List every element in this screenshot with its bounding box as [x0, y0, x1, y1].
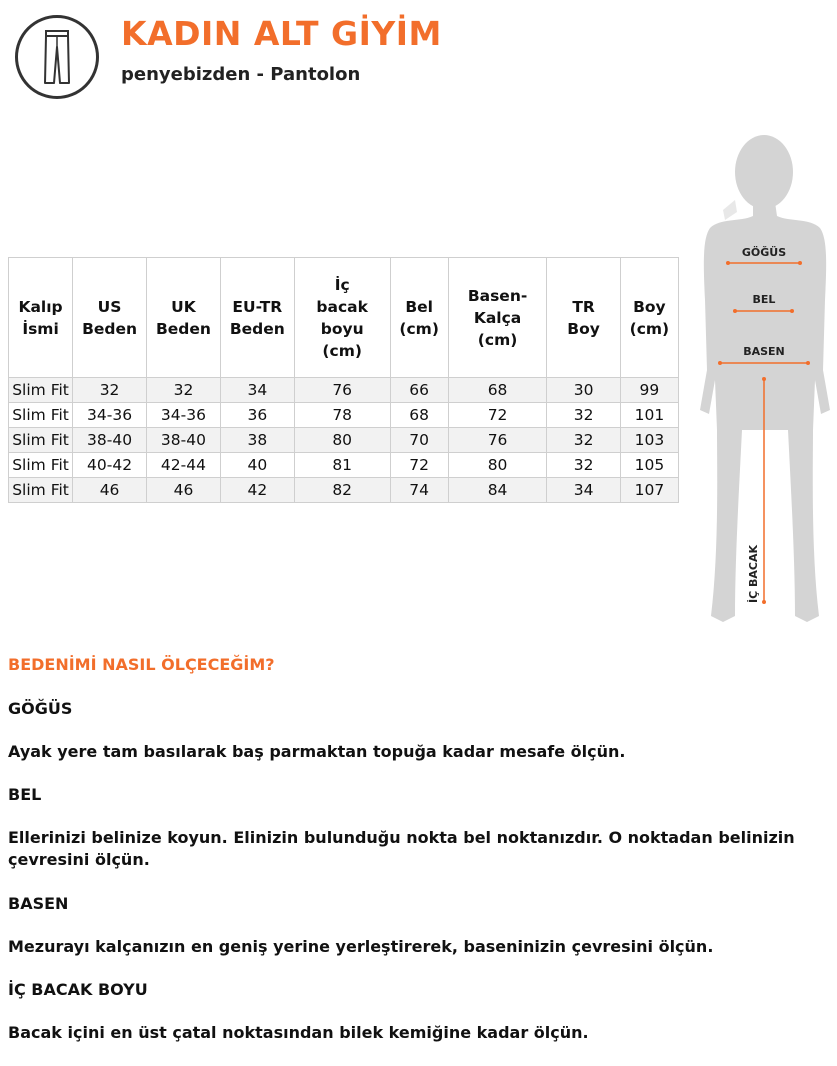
table-cell: 80 [448, 453, 547, 478]
table-cell: 38 [220, 428, 294, 453]
size-table [8, 257, 679, 503]
table-row [9, 378, 679, 403]
table-cell: 68 [448, 378, 547, 403]
table-cell: 82 [294, 478, 390, 503]
table-header-row [9, 258, 679, 378]
table-cell: Slim Fit [9, 403, 73, 428]
table-cell: 40 [220, 453, 294, 478]
table-cell: 36 [220, 403, 294, 428]
column-header-eu-tr: EU-TR Beden [220, 258, 294, 378]
table-cell: 46 [147, 478, 221, 503]
table-cell: 72 [390, 453, 448, 478]
table-cell: 76 [448, 428, 547, 453]
column-header-kalip: Kalıp İsmi [9, 258, 73, 378]
table-cell: 38-40 [147, 428, 221, 453]
table-cell: Slim Fit [9, 478, 73, 503]
page-subtitle: penyebizden - Pantolon [121, 64, 361, 85]
column-header-height: Boy (cm) [620, 258, 678, 378]
table-row [9, 478, 679, 503]
table-cell: 78 [294, 403, 390, 428]
column-header-tr-boy: TR Boy [547, 258, 620, 378]
guide-chest-text: Ayak yere tam basılarak baş parmaktan topuğa kadar mesafe ölçün. [8, 742, 626, 761]
table-cell: 105 [620, 453, 678, 478]
table-cell: 32 [73, 378, 147, 403]
hip-label: BASEN [743, 345, 785, 358]
guide-waist-text: Ellerinizi belinize koyun. Elinizin bulunduğu nokta bel noktanızdır. O noktadan belinizin çevresini ölçün. [8, 828, 795, 869]
table-cell: 66 [390, 378, 448, 403]
table-body [9, 378, 679, 503]
guide-inseam-text: Bacak içini en üst çatal noktasından bilek kemiğine kadar ölçün. [8, 1023, 589, 1042]
table-cell: 42-44 [147, 453, 221, 478]
table-cell: 81 [294, 453, 390, 478]
table-cell: 70 [390, 428, 448, 453]
table-cell: 76 [294, 378, 390, 403]
table-row [9, 453, 679, 478]
table-cell: 34-36 [73, 403, 147, 428]
table-cell: 32 [147, 378, 221, 403]
table-cell: 34 [547, 478, 620, 503]
waist-label: BEL [752, 293, 776, 306]
table-cell: 99 [620, 378, 678, 403]
table-cell: 101 [620, 403, 678, 428]
guide-chest-title: GÖĞÜS [8, 699, 73, 718]
body-measurement-figure [695, 130, 835, 630]
column-header-inseam: İç bacak boyu (cm) [294, 258, 390, 378]
table-cell: 32 [547, 428, 620, 453]
guide-hip-title: BASEN [8, 894, 69, 913]
chest-label: GÖĞÜS [741, 246, 787, 259]
table-cell: 34-36 [147, 403, 221, 428]
guide-inseam-title: İÇ BACAK BOYU [8, 980, 148, 999]
inseam-label: İÇ BACAK [747, 544, 760, 603]
table-cell: 84 [448, 478, 547, 503]
guide-heading: BEDENİMİ NASIL ÖLÇECEĞİM? [8, 655, 275, 674]
table-cell: 32 [547, 403, 620, 428]
guide-waist-title: BEL [8, 785, 42, 804]
table-cell: 34 [220, 378, 294, 403]
table-cell: 103 [620, 428, 678, 453]
column-header-hip: Basen-Kalça (cm) [448, 258, 547, 378]
table-cell: 40-42 [73, 453, 147, 478]
column-header-uk: UK Beden [147, 258, 221, 378]
table-cell: Slim Fit [9, 428, 73, 453]
table-row [9, 403, 679, 428]
table-cell: 38-40 [73, 428, 147, 453]
guide-hip-text: Mezurayı kalçanızın en geniş yerine yerleştirerek, baseninizin çevresini ölçün. [8, 937, 714, 956]
table-row [9, 428, 679, 453]
trousers-icon [15, 15, 99, 99]
table-cell: 80 [294, 428, 390, 453]
table-cell: 74 [390, 478, 448, 503]
table-cell: Slim Fit [9, 378, 73, 403]
table-cell: 42 [220, 478, 294, 503]
page-title: KADIN ALT GİYİM [121, 14, 442, 53]
table-cell: 46 [73, 478, 147, 503]
table-cell: 72 [448, 403, 547, 428]
table-cell: 107 [620, 478, 678, 503]
table-cell: 68 [390, 403, 448, 428]
table-cell: 32 [547, 453, 620, 478]
column-header-waist: Bel (cm) [390, 258, 448, 378]
table-cell: Slim Fit [9, 453, 73, 478]
column-header-us: US Beden [73, 258, 147, 378]
table-cell: 30 [547, 378, 620, 403]
